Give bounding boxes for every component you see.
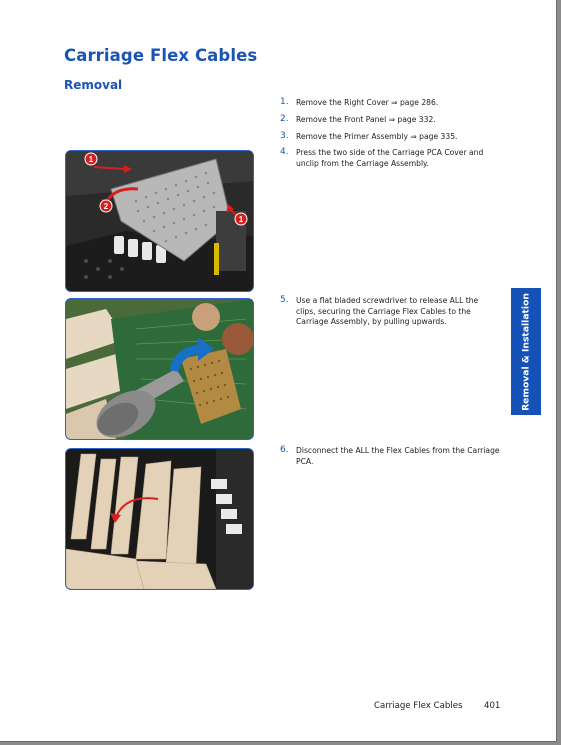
side-tab-label: Removal & Installation [520,292,532,411]
step-text: Disconnect the ALL the Flex Cables from the Carriage PCA. [296,446,500,466]
step-3 [280,132,500,143]
step-text: Remove the Right Cover ⇒ page 286. [296,98,439,107]
step-6 [280,446,500,467]
page-title: Carriage Flex Cables [64,46,258,65]
footer-section-title: Carriage Flex Cables [374,701,463,711]
callout-1b-label: 1 [238,215,244,224]
footer-page-number: 401 [484,701,501,711]
step-4 [280,148,500,169]
step-1 [280,98,500,109]
photo-screwdriver-clips [65,298,254,440]
step-text: Remove the Primer Assembly ⇒ page 335. [296,132,458,141]
section-side-tab [511,288,541,415]
step-number: 5. [280,295,289,305]
photo-flex-cables [65,448,254,590]
step-2 [280,115,500,126]
step-text: Use a flat bladed screwdriver to release ALL the clips, securing the Carriage Flex Cables to the Carriage Assembly, by pulling upwards. [296,296,479,326]
step-number: 6. [280,445,289,455]
step-text: Remove the Front Panel ⇒ page 332. [296,115,436,124]
step-number: 3. [280,131,289,141]
step-number: 4. [280,147,289,157]
step-text: Press the two side of the Carriage PCA Cover and unclip from the Carriage Assembly. [296,148,484,168]
step-number: 2. [280,114,289,124]
callout-2-label: 2 [103,202,109,211]
step-5 [280,296,500,328]
callout-1-label: 1 [88,155,94,164]
photo-carriage-pca-cover [65,150,254,292]
step-number: 1. [280,97,289,107]
section-heading: Removal [64,78,123,92]
